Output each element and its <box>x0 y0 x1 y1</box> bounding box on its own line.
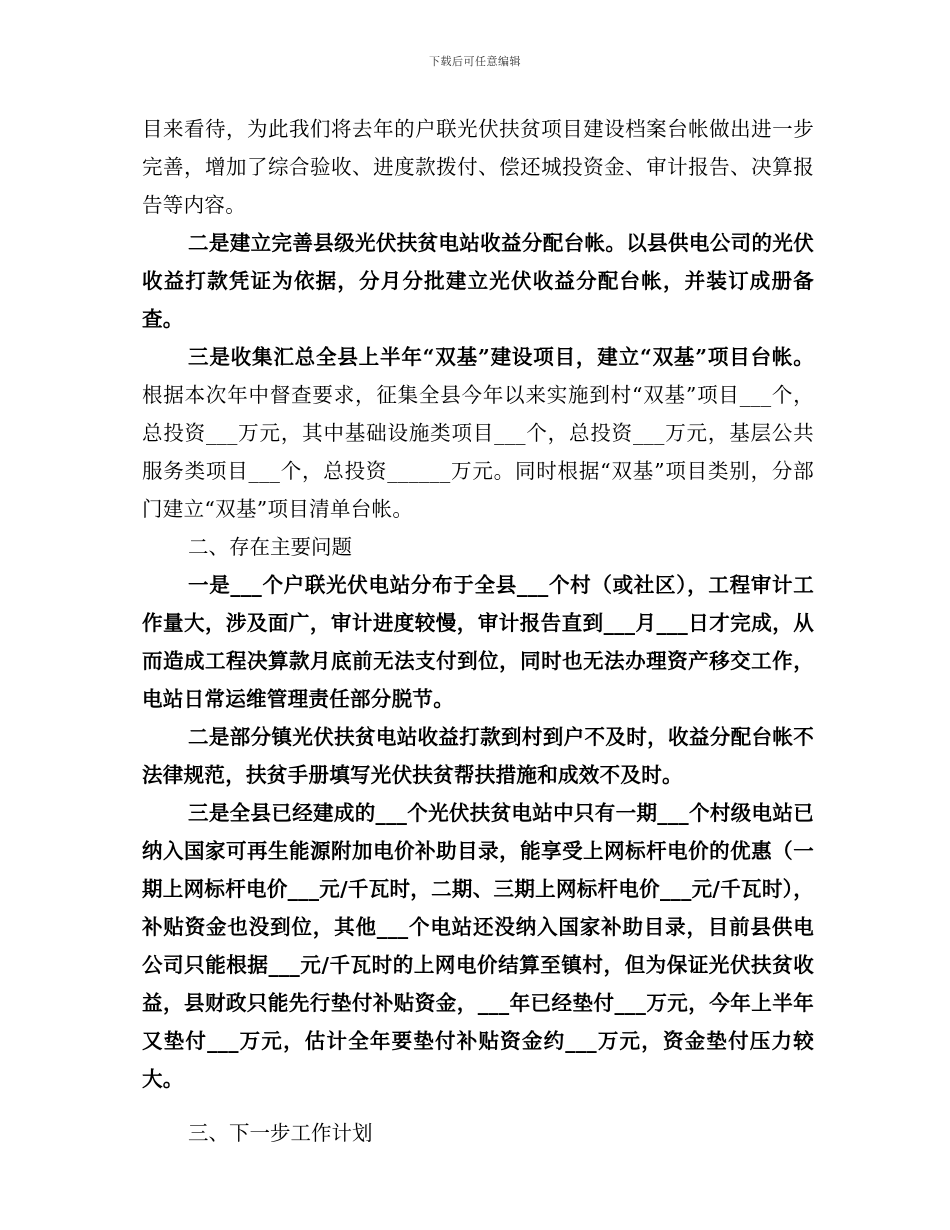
paragraph-problem-subsidy: 三是全县已经建成的___个光伏扶贫电站中只有一期___个村级电站已纳入国家可再生能源附加电价补助目录，能享受上网标杆电价的优惠（一期上网标杆电价___元/千瓦时，二期、三期上网标杆电价___元/千瓦时），补贴资金也没到位，其他___个电站还没纳入国家补助目录，目前县供电公司只能根据___元/千瓦时的上网电价结算至镇村，但为保证光伏扶贫收益，县财政只能先行垫付补贴资金，___年已经垫付___万元，今年上半年又垫付___万元，估计全年要垫付补贴资金约___万元，资金垫付压力较大。 <box>142 801 814 1091</box>
paragraph-problem-payment: 二是部分镇光伏扶贫电站收益打款到村到户不及时，收益分配台帐不法律规范，扶贫手册填写光伏扶贫帮扶措施和成效不及时。 <box>142 725 814 787</box>
document-body <box>142 110 814 1152</box>
paragraph-revenue-ledger: 二是建立完善县级光伏扶贫电站收益分配台帐。以县供电公司的光伏收益打款凭证为依据，分月分批建立光伏收益分配台帐，并装订成册备查。 <box>142 231 814 331</box>
paragraph-shuangji-detail: 根据本次年中督查要求，征集全县今年以来实施到村“双基”项目___个，总投资___万元，其中基础设施类项目___个，总投资___万元，基层公共服务类项目___个，总投资______万元。同时根据“双基”项目类别，分部门建立“双基”项目清单台帐。 <box>142 383 814 521</box>
section-heading-problems: 二、存在主要问题 <box>188 535 352 559</box>
section-heading-next-steps: 三、下一步工作计划 <box>188 1121 373 1145</box>
paragraph-problem-audit: 一是___个户联光伏电站分布于全县___个村（或社区），工程审计工作量大，涉及面广，审计进度较慢，审计报告直到___月___日才完成，从而造成工程决算款月底前无法支付到位，同时也无法办理资产移交工作，电站日常运维管理责任部分脱节。 <box>142 573 814 711</box>
paragraph-shuangji-projects <box>142 338 814 528</box>
paragraph-shuangji-lead: 三是收集汇总全县上半年“双基”建设项目，建立“双基”项目台帐。 <box>188 345 814 369</box>
paragraph-archive-improvement: 目来看待，为此我们将去年的户联光伏扶贫项目建设档案台帐做出进一步完善，增加了综合验收、进度款拨付、偿还城投资金、审计报告、决算报告等内容。 <box>142 117 814 217</box>
page-header: 下载后可任意编辑 <box>429 55 521 68</box>
